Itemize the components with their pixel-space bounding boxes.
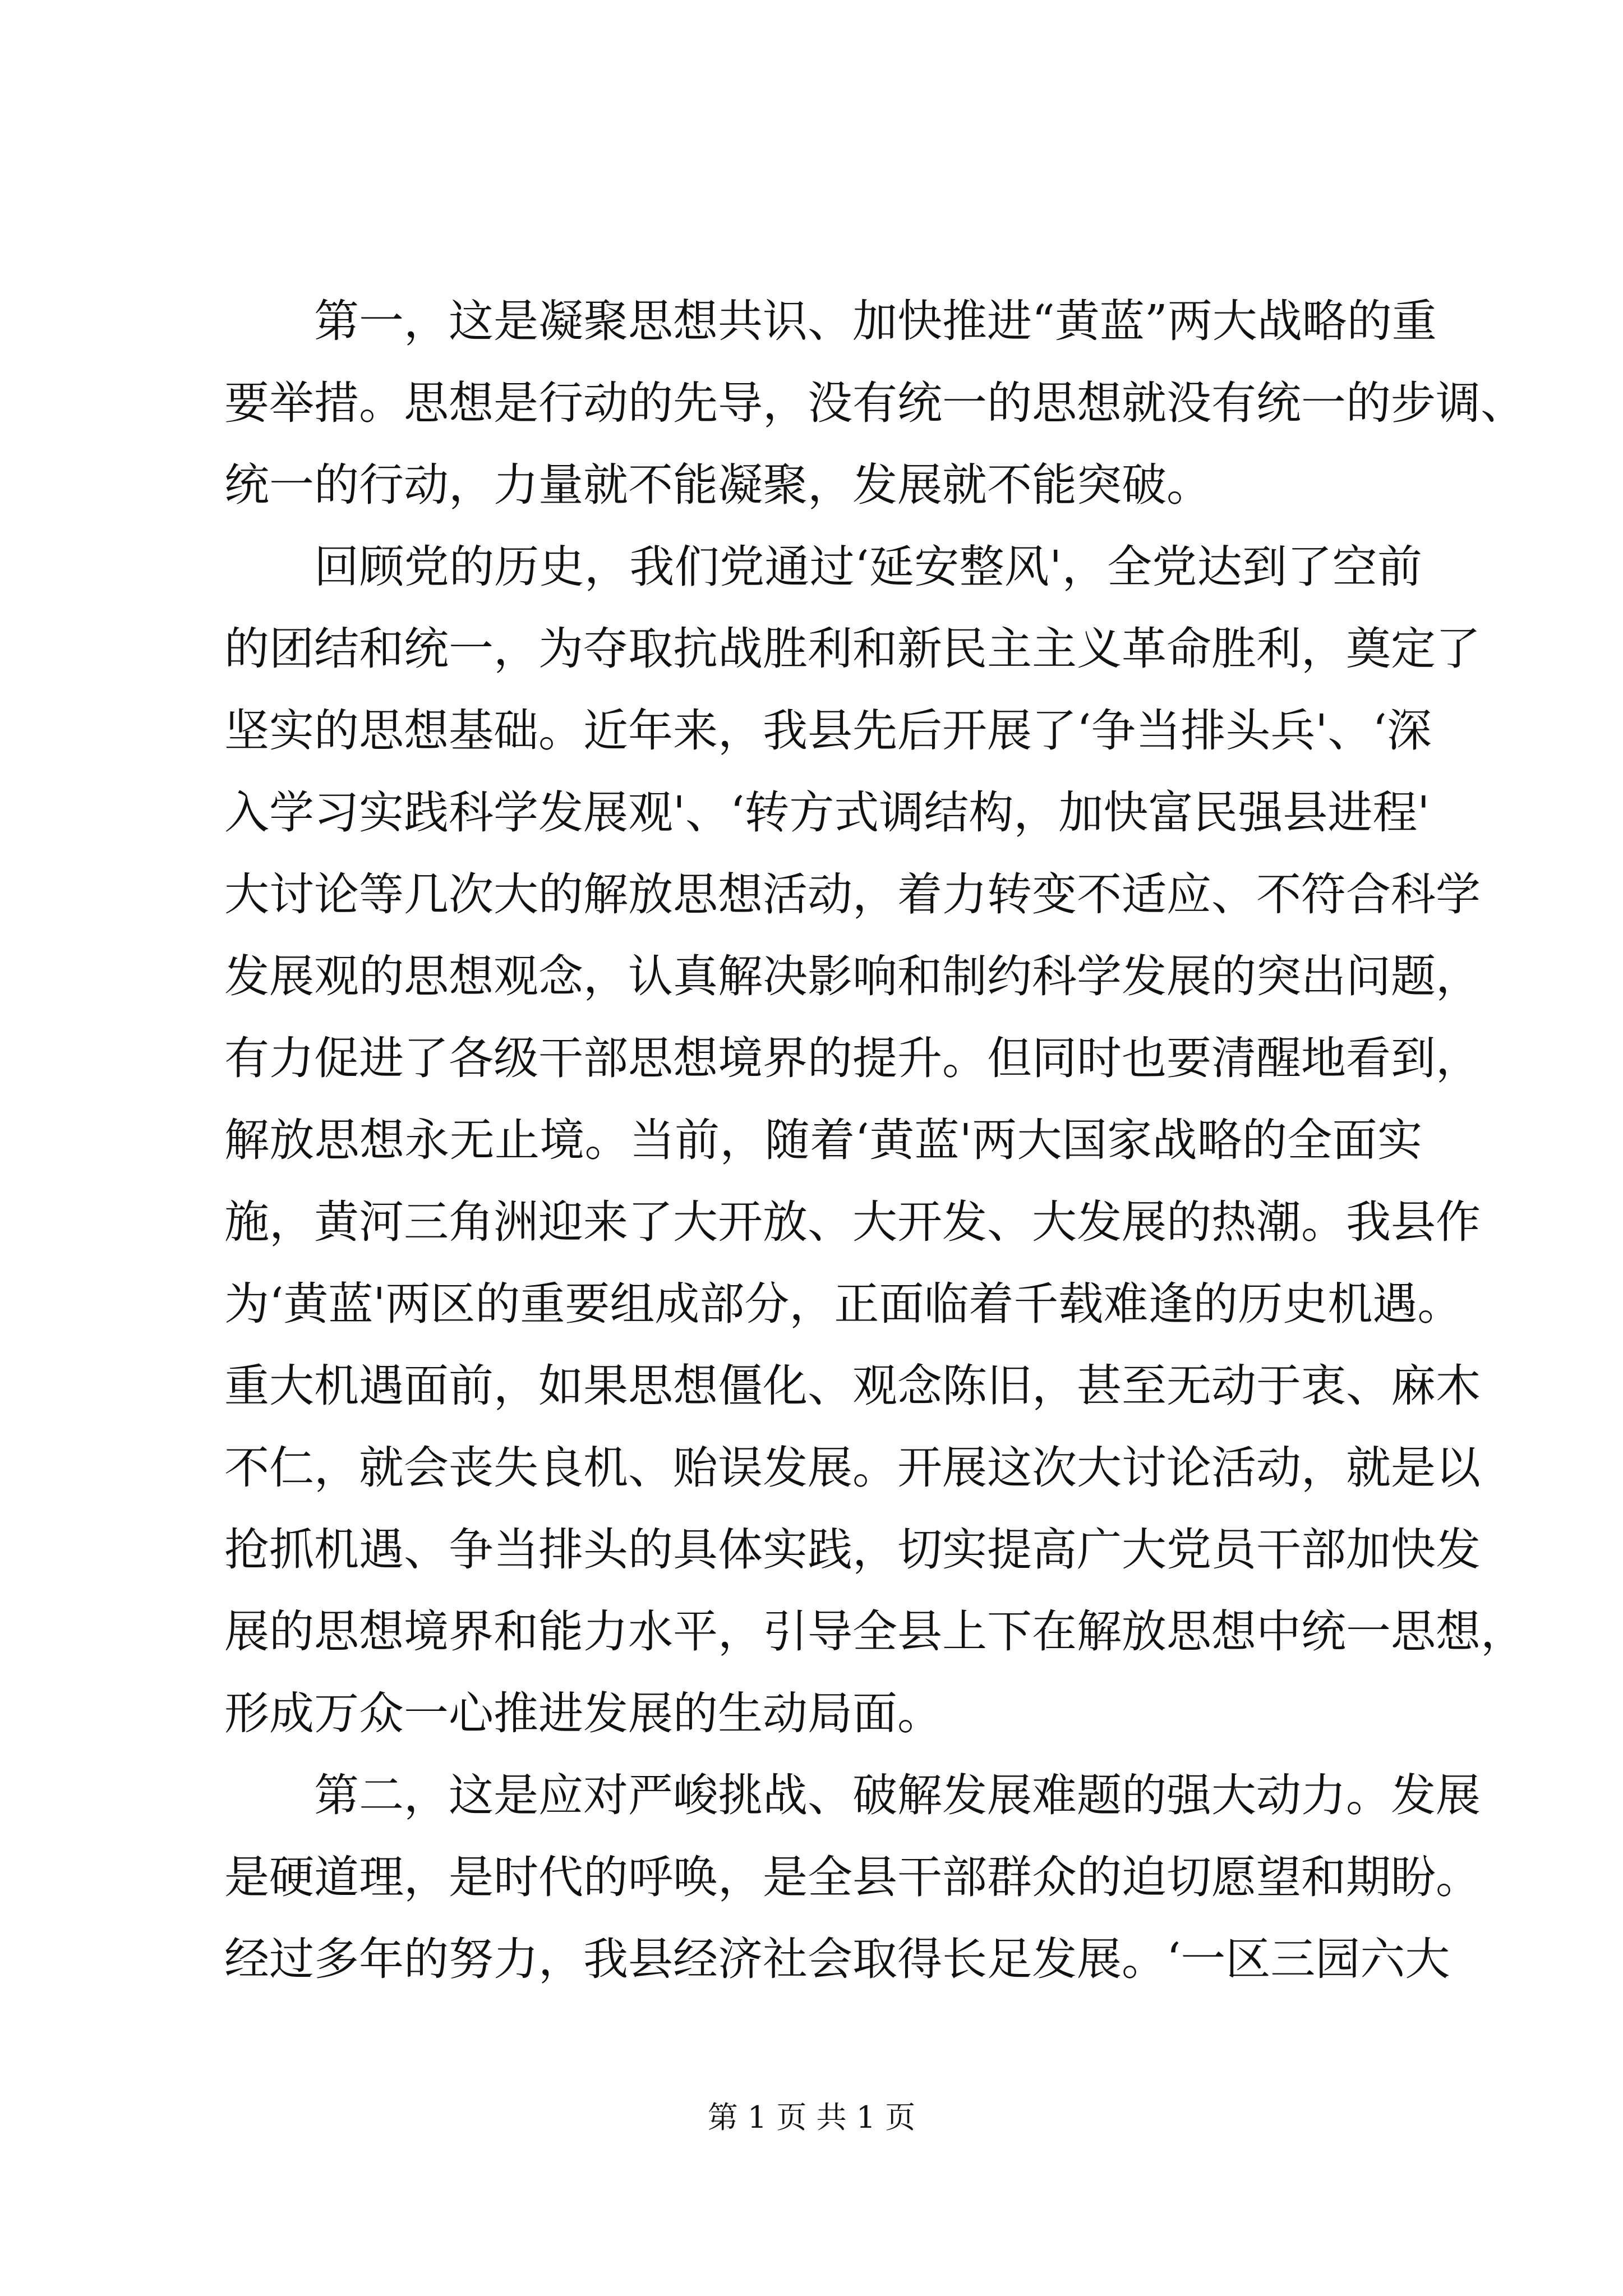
text-line: 回顾党的历史，我们党通过‘延安整风'，全党达到了空前 [314, 541, 1422, 593]
text-line: 展的思想境界和能力水平，引导全县上下在解放思想中统一思想， [224, 1605, 1525, 1658]
text-line: 形成万众一心推进发展的生动局面。 [224, 1687, 942, 1740]
text-line: 的团结和统一，为夺取抗战胜利和新民主主义革命胜利，奠定了 [224, 623, 1481, 675]
text-line: 施，黄河三角洲迎来了大开放、大开发、大发展的热潮。我县作 [224, 1196, 1481, 1248]
text-line: 抢抓机遇、争当排头的具体实践，切实提高广大党员干部加快发 [224, 1524, 1481, 1576]
document-body [224, 280, 1525, 2000]
text-line: 入学习实践科学发展观'、‘转方式调结构，加快富民强县进程' [224, 786, 1430, 839]
text-line: 第二，这是应对严峻挑战、破解发展难题的强大动力。发展 [314, 1769, 1481, 1821]
text-line: 要举措。思想是行动的先导，没有统一的思想就没有统一的步调、 [224, 377, 1525, 429]
text-line: 解放思想永无止境。当前，随着‘黄蓝'两大国家战略的全面实 [224, 1114, 1422, 1166]
text-line: 经过多年的努力，我县经济社会取得长足发展。‘一区三园六大 [224, 1933, 1450, 1985]
paragraph [224, 280, 1525, 526]
text-line: 统一的行动，力量就不能凝聚，发展就不能突破。 [224, 459, 1211, 511]
text-line: 第一，这是凝聚思想共识、加快推进“黄蓝”两大战略的重 [314, 295, 1437, 347]
text-line: 是硬道理，是时代的呼唤，是全县干部群众的迫切愿望和期盼。 [224, 1851, 1481, 1903]
text-line: 为‘黄蓝'两区的重要组成部分，正面临着千载难逢的历史机遇。 [224, 1278, 1463, 1330]
text-line: 有力促进了各级干部思想境界的提升。但同时也要清醒地看到， [224, 1032, 1481, 1084]
text-line: 重大机遇面前，如果思想僵化、观念陈旧，甚至无动于衷、麻木 [224, 1360, 1481, 1412]
page-footer [0, 2098, 1623, 2137]
paragraph [224, 1755, 1481, 2000]
paragraph [224, 526, 1525, 1755]
page-number: 第 1 页 共 1 页 [707, 2100, 916, 2135]
text-line: 发展观的思想观念，认真解决影响和制约科学发展的突出问题， [224, 950, 1481, 1002]
text-line: 大讨论等几次大的解放思想活动，着力转变不适应、不符合科学 [224, 868, 1481, 921]
text-line: 不仁，就会丧失良机、贻误发展。开展这次大讨论活动，就是以 [224, 1442, 1481, 1494]
text-line: 坚实的思想基础。近年来，我县先后开展了‘争当排头兵'、‘深 [224, 705, 1432, 757]
